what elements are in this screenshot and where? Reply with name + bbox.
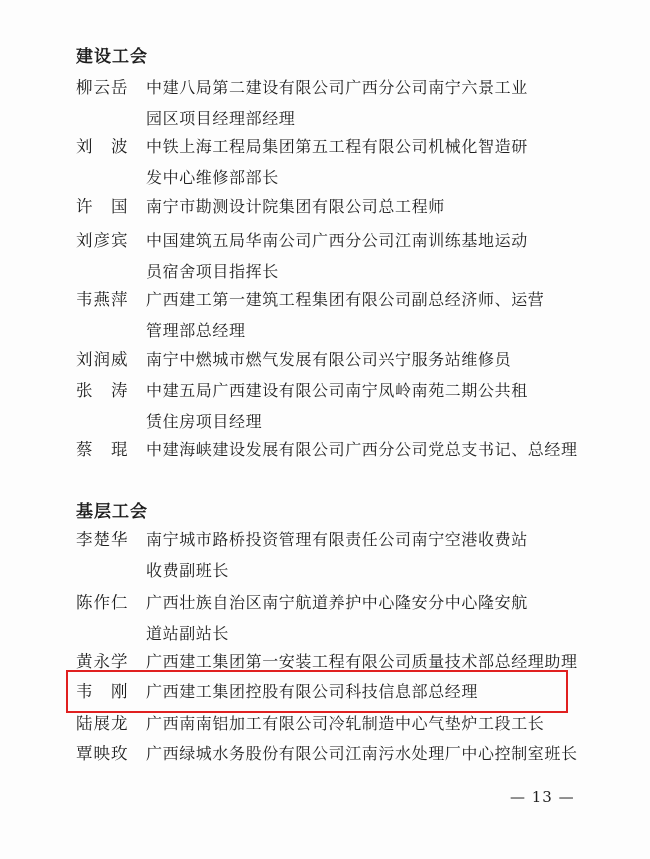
person-name: 蔡 琨 [76,440,129,459]
description-line: 管理部总经理 [146,321,246,340]
person-name: 李楚华 [76,530,129,549]
person-description [146,738,578,769]
description-line: 园区项目经理部经理 [146,109,296,128]
person-name: 许 国 [76,197,129,216]
person-description [146,131,566,193]
description-line: 道站副站长 [146,624,230,643]
section-title-grassroots: 基层工会 [76,502,148,522]
person-name: 陆展龙 [76,714,129,733]
description-line: 广西建工第一建筑工程集团有限公司副总经济师、运营 [146,290,545,309]
description-line: 发中心维修部部长 [146,168,279,187]
person-name: 覃映玫 [76,744,129,763]
description-line: 中建八局第二建设有限公司广西分公司南宁六景工业 [146,78,528,97]
description-line: 中铁上海工程局集团第五工程有限公司机械化智造研 [146,137,528,156]
person-description [146,434,578,465]
person-name: 刘 波 [76,137,129,156]
section-title-construction: 建设工会 [76,47,148,67]
person-name: 柳云岳 [76,78,129,97]
highlight-box [66,670,568,713]
description-line: 南宁市勘测设计院集团有限公司总工程师 [146,197,445,216]
description-line: 中建海峡建设发展有限公司广西分公司党总支书记、总经理 [146,440,578,459]
person-description [146,375,566,437]
description-line: 中建五局广西建设有限公司南宁凤岭南苑二期公共租 [146,381,528,400]
description-line: 南宁中燃城市燃气发展有限公司兴宁服务站维修员 [146,350,512,369]
person-name: 刘彦宾 [76,231,129,250]
person-description [146,524,566,586]
description-line: 赁住房项目经理 [146,412,263,431]
description-line: 中国建筑五局华南公司广西分公司江南训练基地运动 [146,231,528,250]
person-name: 张 涛 [76,381,129,400]
description-line: 员宿舍项目指挥长 [146,262,279,281]
description-line: 收费副班长 [146,561,230,580]
description-line: 南宁城市路桥投资管理有限责任公司南宁空港收费站 [146,530,528,549]
person-description [146,344,566,375]
person-name: 黄永学 [76,652,129,671]
person-name: 刘润威 [76,350,129,369]
person-description [146,191,566,222]
page-number: — 13 — [510,788,575,806]
person-name: 韦 刚 [76,682,129,701]
description-line: 广西建工集团控股有限公司科技信息部总经理 [146,682,479,701]
person-name: 韦燕萍 [76,290,129,309]
description-line: 广西壮族自治区南宁航道养护中心隆安分中心隆安航 [146,593,528,612]
person-description [146,225,566,287]
description-line: 广西建工集团第一安装工程有限公司质量技术部总经理助理 [146,652,578,671]
description-line: 广西绿城水务股份有限公司江南污水处理厂中心控制室班长 [146,744,578,763]
person-name: 陈作仁 [76,593,129,612]
person-description [146,587,566,649]
description-line: 广西南南铝加工有限公司冷轧制造中心气垫炉工段工长 [146,714,545,733]
person-description [146,72,566,134]
person-description [146,284,566,346]
